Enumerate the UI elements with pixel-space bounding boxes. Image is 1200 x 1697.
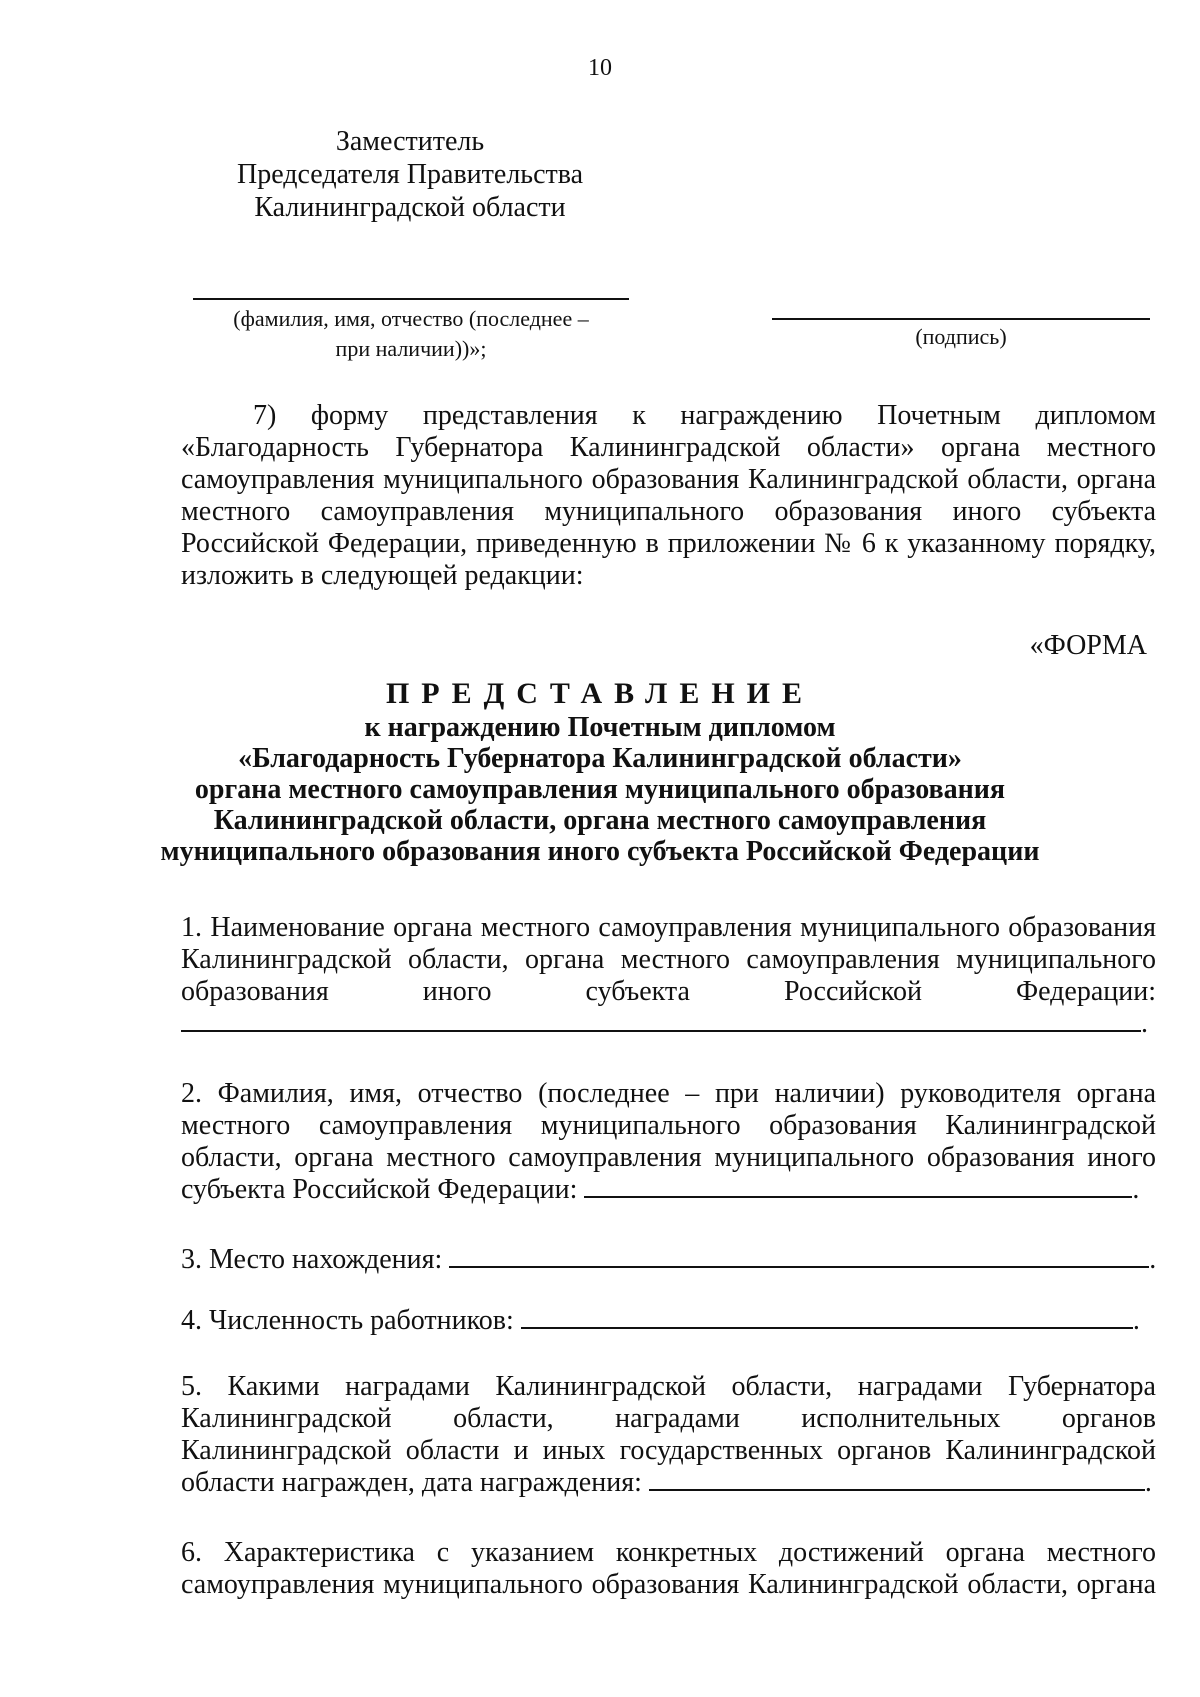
- field-4-label: 4. Численность работников:: [181, 1305, 514, 1336]
- field-1-line: Калининградской области, органа местного самоуправления муниципального: [181, 944, 1156, 975]
- field-1: [181, 912, 1156, 1040]
- form-subtitle-line: муниципального образования иного субъекта Российской Федерации: [160, 836, 1040, 867]
- item-7-line: местного самоуправления муниципального образования иного субъекта: [181, 496, 1156, 527]
- item-7-paragraph: [181, 400, 1156, 592]
- field-1-line: образования иного субъекта Российской Федерации:: [181, 976, 1156, 1007]
- field-5-period: .: [1144, 1467, 1152, 1498]
- field-4-period: .: [1132, 1305, 1140, 1336]
- field-5-input[interactable]: [649, 1467, 1145, 1491]
- form-subtitle-line: органа местного самоуправления муниципального образования: [194, 774, 1006, 805]
- name-caption: [193, 304, 629, 364]
- field-4-row: [181, 1305, 1156, 1337]
- field-1-period: .: [1141, 1008, 1148, 1039]
- form-label: «ФОРМА: [1029, 630, 1147, 661]
- field-5-line: 5. Какими наградами Калининградской области, наградами Губернатора: [181, 1371, 1156, 1402]
- form-subtitle-line: к награждению Почетным дипломом: [364, 712, 836, 743]
- field-2-last-label: субъекта Российской Федерации:: [181, 1174, 578, 1205]
- field-2-period: .: [1132, 1174, 1140, 1205]
- field-2-input[interactable]: [584, 1174, 1132, 1198]
- name-caption-line-1: (фамилия, имя, отчество (последнее –: [233, 306, 589, 331]
- item-7-line: Российской Федерации, приведенную в приложении № 6 к указанному порядку,: [181, 528, 1156, 559]
- item-7-line: 7) форму представления к награждению Почетным дипломом: [253, 400, 1156, 431]
- field-1-line: 1. Наименование органа местного самоуправления муниципального образования: [181, 912, 1156, 943]
- field-2: [181, 1078, 1156, 1206]
- signer-line-1: Заместитель: [335, 126, 485, 157]
- field-6: [181, 1537, 1156, 1601]
- name-caption-line-2: при наличии))»;: [335, 336, 487, 361]
- signer-line-3: Калининградской области: [254, 192, 566, 223]
- field-3-label: 3. Место нахождения:: [181, 1244, 443, 1275]
- field-3-row: [181, 1244, 1156, 1276]
- field-5-last-row: [181, 1467, 1156, 1499]
- signer-title: [200, 125, 620, 224]
- signer-line-2: Председателя Правительства: [236, 159, 584, 190]
- field-5: [181, 1371, 1156, 1499]
- name-signature-line: [193, 298, 629, 300]
- item-7-line: изложить в следующей редакции:: [181, 560, 584, 591]
- form-subtitle-line: Калининградской области, органа местного самоуправления: [213, 805, 987, 836]
- item-7-line: самоуправления муниципального образования Калининградской области, органа: [181, 464, 1156, 495]
- item-7-line: «Благодарность Губернатора Калининградской области» органа местного: [181, 432, 1156, 463]
- field-1-input[interactable]: [181, 1008, 1141, 1032]
- field-6-line: 6. Характеристика с указанием конкретных достижений органа местного: [181, 1537, 1156, 1568]
- field-2-line: местного самоуправления муниципального образования Калининградской: [181, 1110, 1156, 1141]
- field-1-blank-row: [181, 1008, 1156, 1040]
- field-2-line: 2. Фамилия, имя, отчество (последнее – при наличии) руководителя органа: [181, 1078, 1156, 1109]
- field-5-line: Калининградской области, наградами исполнительных органов: [181, 1403, 1156, 1434]
- field-6-line: самоуправления муниципального образования Калининградской области, органа: [181, 1569, 1156, 1600]
- field-3-period: .: [1149, 1244, 1157, 1275]
- form-subtitle-line: «Благодарность Губернатора Калининградской области»: [238, 743, 962, 774]
- form-heading: ПРЕДСТАВЛЕНИЕ: [385, 677, 815, 710]
- field-5-line: Калининградской области и иных государственных органов Калининградской: [181, 1435, 1156, 1466]
- field-2-line: области, органа местного самоуправления муниципального образования иного: [181, 1142, 1156, 1173]
- field-3: [181, 1244, 1156, 1276]
- signature-line: [772, 318, 1150, 320]
- signature-caption: (подпись): [915, 324, 1007, 349]
- field-2-last-row: [181, 1174, 1156, 1206]
- form-title: [0, 676, 1200, 867]
- field-3-input[interactable]: [449, 1244, 1149, 1268]
- field-4-input[interactable]: [521, 1305, 1133, 1329]
- field-5-last-label: области награжден, дата награждения:: [181, 1467, 642, 1498]
- field-4: [181, 1305, 1156, 1337]
- page-number: 10: [588, 55, 612, 81]
